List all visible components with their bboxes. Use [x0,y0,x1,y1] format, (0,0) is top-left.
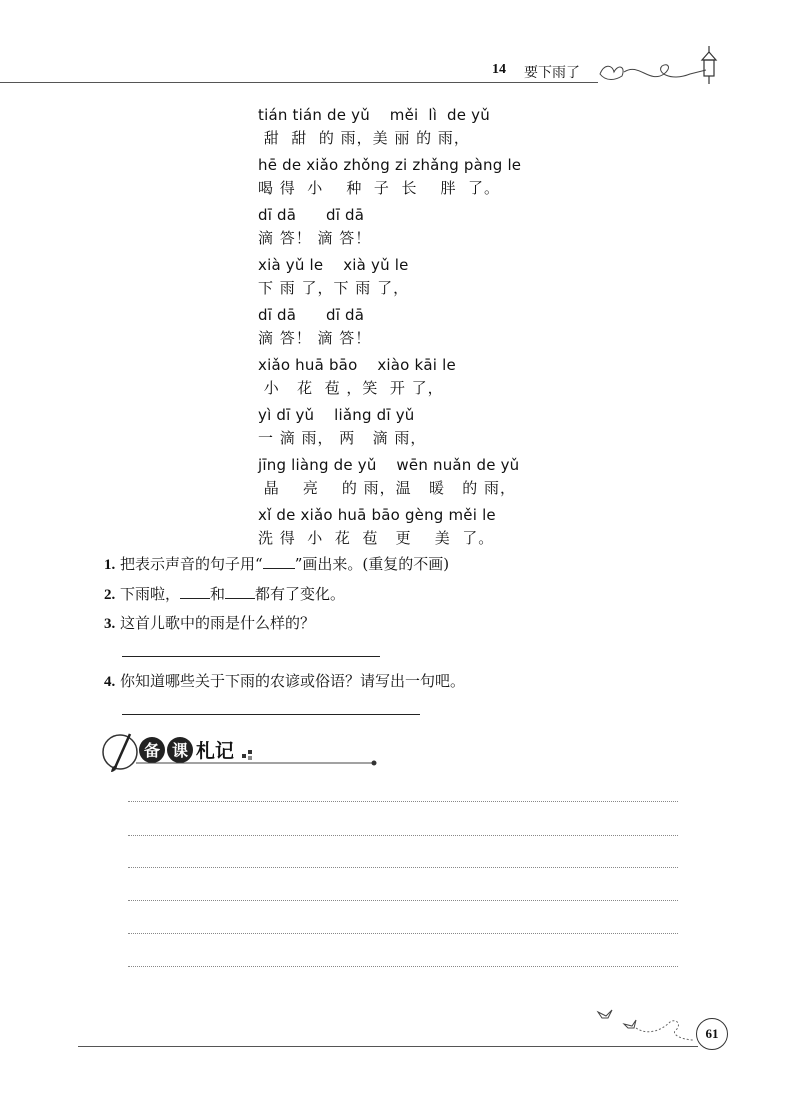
hanzi-line: 甜 甜 的 雨，美 丽 的 雨， [258,129,470,147]
hanzi-line: 一 滴 雨， 两 滴 雨， [258,429,427,447]
question-text: 把表示声音的句子用“ [115,555,263,573]
question-number: 1. [104,557,116,573]
writing-line[interactable] [128,867,678,868]
question-3 [104,612,315,633]
pinyin-line: dī dā dī dā [258,306,365,324]
pinyin-line: xià yǔ le xià yǔ le [258,256,409,274]
writing-line[interactable] [128,966,678,967]
question-4 [104,670,465,691]
question-text: 你知道哪些关于下雨的农谚或俗语？请写出一句吧。 [115,672,466,690]
poem-stanza-line [258,354,558,404]
butterfly-lamp-decoration-icon [594,44,724,88]
poem-stanza-line [258,304,558,354]
question-text: 这首儿歌中的雨是什么样的？ [115,614,316,632]
answer-line[interactable] [122,656,380,657]
question-2 [104,583,345,604]
poem-stanza-line [258,154,558,204]
pinyin-line: xǐ de xiǎo huā bāo gèng měi le [258,506,496,524]
hanzi-line: 滴 答！ 滴 答！ [258,229,372,247]
hanzi-line: 下 雨 了，下 雨 了， [258,279,410,297]
question-text: 和 [210,585,226,603]
footer-rule [78,1046,698,1047]
poem-stanza-line [258,454,558,504]
pinyin-line: xiǎo huā bāo xiào kāi le [258,356,456,374]
notes-section-header [100,728,390,782]
notes-badge-2: 课 [171,741,189,760]
hanzi-line: 喝 得 小 种 子 长 胖 了。 [258,179,501,197]
answer-blank[interactable] [225,584,255,599]
page-number: 61 [696,1018,728,1050]
poem-stanza-line [258,254,558,304]
poem [258,104,558,554]
question-text: 都有了变化。 [255,585,346,603]
pinyin-line: yì dī yǔ liǎng dī yǔ [258,406,415,424]
poem-stanza-line [258,104,558,154]
question-number: 2. [104,587,116,603]
notes-badge-1: 备 [143,741,161,760]
brush-notes-icon [100,728,390,778]
lesson-number: 14 [492,62,506,77]
lesson-title: 要下雨了 [524,65,580,81]
answer-blank[interactable] [180,584,210,599]
hanzi-line: 洗 得 小 花 苞 更 美 了。 [258,529,495,547]
poem-stanza-line [258,504,558,554]
pinyin-line: tián tián de yǔ měi lì de yǔ [258,106,490,124]
answer-blank[interactable] [263,554,295,569]
header-rule [0,82,598,83]
notes-title: 札记 [196,740,235,762]
answer-line[interactable] [122,714,420,715]
writing-line[interactable] [128,933,678,934]
pinyin-line: dī dā dī dā [258,206,365,224]
question-number: 3. [104,616,116,632]
hanzi-line: 小 花 苞 ，笑 开 了， [258,379,444,397]
question-1 [104,553,449,574]
hanzi-line: 滴 答！ 滴 答！ [258,329,372,347]
writing-line[interactable] [128,900,678,901]
question-text: ”画出来。(重复的不画) [294,555,450,573]
pinyin-line: hē de xiǎo zhǒng zi zhǎng pàng le [258,156,522,174]
question-number: 4. [104,674,116,690]
writing-line[interactable] [128,835,678,836]
hanzi-line: 晶 亮 的 雨，温 暖 的 雨， [258,479,517,497]
writing-line[interactable] [128,801,678,802]
question-text: 下雨啦， [115,585,181,603]
poem-stanza-line [258,204,558,254]
pinyin-line: jīng liàng de yǔ wēn nuǎn de yǔ [258,456,520,474]
birds-decoration-icon [592,1000,696,1044]
poem-stanza-line [258,404,558,454]
